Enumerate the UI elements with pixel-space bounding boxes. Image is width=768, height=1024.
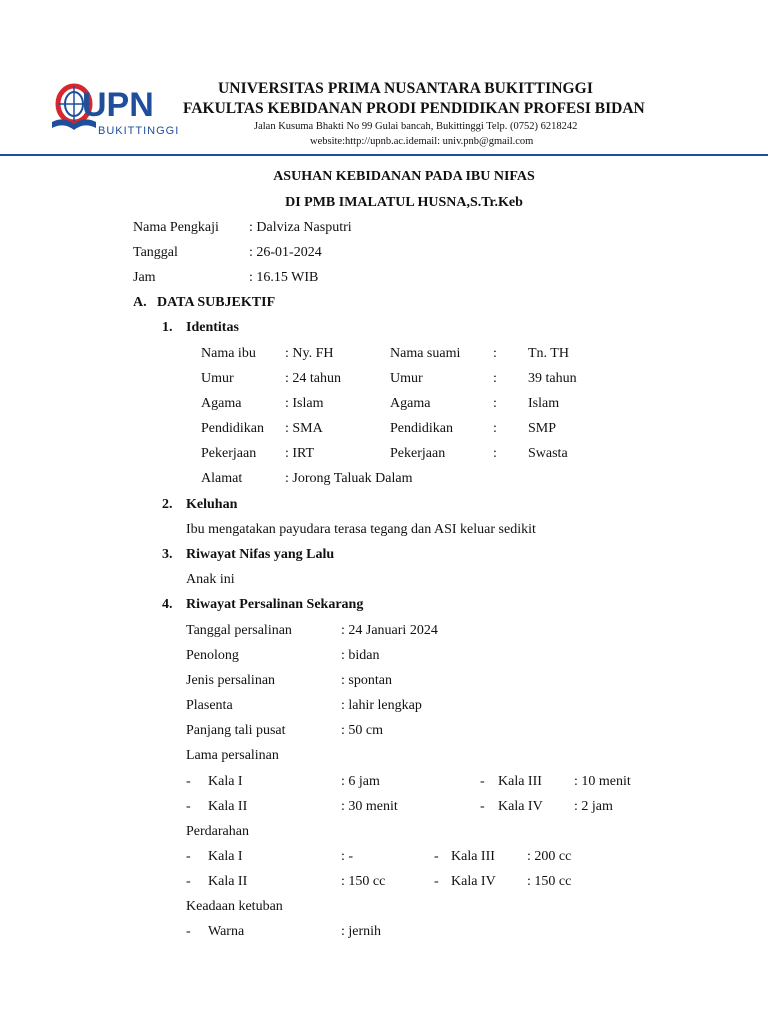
id-value: 39 tahun [528, 371, 577, 386]
id-value: : SMA [285, 421, 323, 436]
section-marker: A. [133, 295, 147, 310]
university-name: UNIVERSITAS PRIMA NUSANTARA BUKITTINGGI [218, 80, 593, 97]
kala-label: Kala II [208, 874, 248, 889]
item-heading: Riwayat Nifas yang Lalu [186, 547, 335, 562]
field-value: : 16.15 WIB [249, 270, 319, 285]
persalinan-label: Panjang tali pusat [186, 723, 286, 738]
id-label: Pendidikan [201, 421, 264, 436]
item-heading: Riwayat Persalinan Sekarang [186, 597, 364, 612]
subsection-heading: Keadaan ketuban [186, 899, 283, 914]
id-value: : 24 tahun [285, 371, 341, 386]
document-title: ASUHAN KEBIDANAN PADA IBU NIFAS [273, 169, 535, 184]
field-value: : Dalviza Nasputri [249, 220, 352, 235]
field-label: Jam [133, 270, 156, 285]
kala-value: : 2 jam [574, 799, 613, 814]
id-colon: : [493, 346, 497, 361]
id-label: Umur [390, 371, 423, 386]
persalinan-value: : 24 Januari 2024 [341, 623, 438, 638]
kala-value: : 30 menit [341, 799, 398, 814]
persalinan-value: : 50 cm [341, 723, 383, 738]
field-label: Tanggal [133, 245, 178, 260]
ketuban-value: : jernih [341, 924, 382, 939]
id-colon: : [493, 396, 497, 411]
item-text: Anak ini [186, 572, 235, 587]
bullet-dash: - [434, 874, 439, 889]
document-subtitle: DI PMB IMALATUL HUSNA,S.Tr.Keb [285, 195, 523, 210]
id-colon: : [493, 446, 497, 461]
kala-label: Kala I [208, 774, 243, 789]
id-label: Nama suami [390, 346, 461, 361]
item-number: 1. [162, 320, 173, 335]
persalinan-value: : bidan [341, 648, 380, 663]
id-value: SMP [528, 421, 557, 436]
item-heading: Identitas [186, 320, 239, 335]
logo-text: UPN [82, 86, 154, 124]
kala-value: : 6 jam [341, 774, 380, 789]
kala-value: : - [341, 849, 354, 864]
id-label: Pekerjaan [201, 446, 257, 461]
persalinan-label: Tanggal persalinan [186, 623, 292, 638]
id-value: Tn. TH [528, 346, 569, 361]
id-value: : Jorong Taluak Dalam [285, 471, 413, 486]
kala-label: Kala III [498, 774, 542, 789]
ketuban-label: Warna [208, 924, 245, 939]
kala-value: : 150 cc [527, 874, 572, 889]
kala-value: : 150 cc [341, 874, 386, 889]
persalinan-label: Penolong [186, 648, 239, 663]
faculty-name: FAKULTAS KEBIDANAN PRODI PENDIDIKAN PROFESI BIDAN [183, 100, 645, 117]
bullet-dash: - [480, 774, 485, 789]
bullet-dash: - [186, 874, 191, 889]
kala-label: Kala III [451, 849, 495, 864]
id-value: : IRT [285, 446, 315, 461]
id-value: : Ny. FH [285, 346, 334, 361]
kala-label: Kala IV [451, 874, 496, 889]
kala-label: Kala IV [498, 799, 543, 814]
persalinan-value: : spontan [341, 673, 392, 688]
kala-value: : 200 cc [527, 849, 572, 864]
item-number: 2. [162, 497, 173, 512]
bullet-dash: - [480, 799, 485, 814]
bullet-dash: - [186, 849, 191, 864]
address-line: Jalan Kusuma Bhakti No 99 Gulai bancah, Bukittinggi Telp. (0752) 6218242 [254, 121, 578, 132]
upn-logo-icon [50, 78, 180, 140]
web-email-line: website:http://upnb.ac.idemail: univ.pnb@gmail.com [310, 136, 534, 147]
kala-label: Kala II [208, 799, 248, 814]
bullet-dash: - [186, 774, 191, 789]
bullet-dash: - [186, 799, 191, 814]
id-label: Alamat [201, 471, 243, 486]
bullet-dash: - [434, 849, 439, 864]
item-number: 4. [162, 597, 173, 612]
id-value: : Islam [285, 396, 324, 411]
item-heading: Keluhan [186, 497, 238, 512]
field-value: : 26-01-2024 [249, 245, 322, 260]
logo-subtext: BUKITTINGGI [98, 125, 180, 137]
id-label: Agama [201, 396, 242, 411]
persalinan-label: Plasenta [186, 698, 233, 713]
id-colon: : [493, 371, 497, 386]
item-number: 3. [162, 547, 173, 562]
kala-value: : 10 menit [574, 774, 631, 789]
id-label: Pendidikan [390, 421, 453, 436]
id-value: Swasta [528, 446, 568, 461]
subsection-heading: Perdarahan [186, 824, 249, 839]
id-label: Umur [201, 371, 234, 386]
item-text: Ibu mengatakan payudara terasa tegang dan ASI keluar sedikit [186, 522, 536, 537]
section-heading: DATA SUBJEKTIF [157, 295, 276, 310]
id-colon: : [493, 421, 497, 436]
kala-label: Kala I [208, 849, 243, 864]
id-label: Nama ibu [201, 346, 256, 361]
id-label: Agama [390, 396, 431, 411]
id-value: Islam [528, 396, 560, 411]
persalinan-label: Jenis persalinan [186, 673, 276, 688]
letterhead-divider [0, 154, 768, 156]
persalinan-value: : lahir lengkap [341, 698, 422, 713]
bullet-dash: - [186, 924, 191, 939]
id-label: Pekerjaan [390, 446, 446, 461]
field-label: Nama Pengkaji [133, 220, 219, 235]
subsection-heading: Lama persalinan [186, 748, 279, 763]
